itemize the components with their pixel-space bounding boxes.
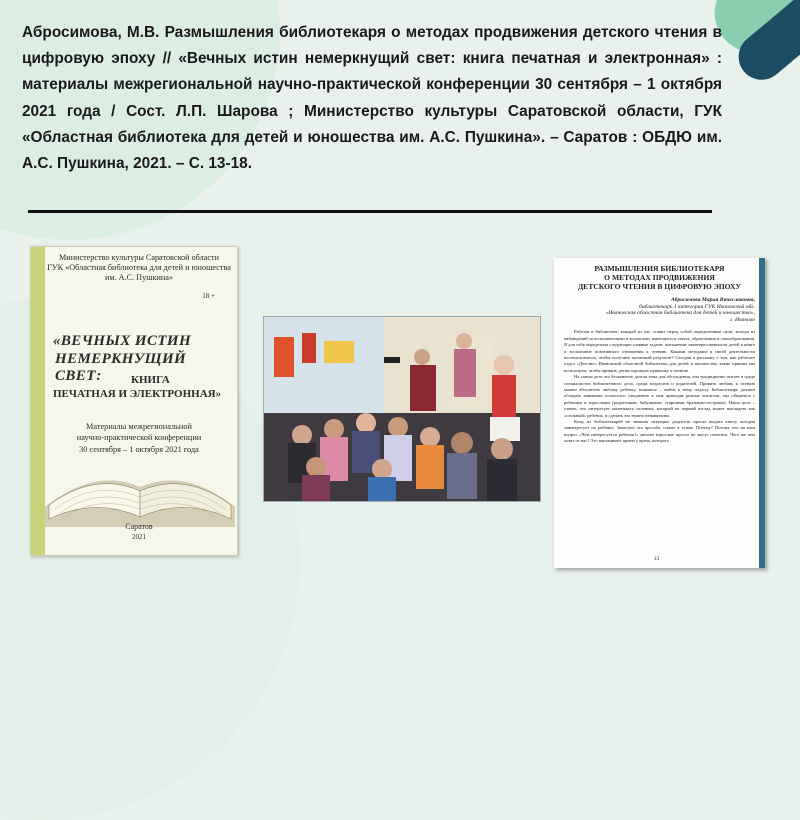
cover-age-rating: 18 + [202,292,215,300]
author-city: г. Иваново [730,316,755,323]
cover-subtitle-line-1: Материалы межрегиональной [86,422,192,431]
cover-title-line-4: ПЕЧАТНАЯ И ЭЛЕКТРОННАЯ» [53,388,222,400]
divider-line [28,210,712,213]
article-body [564,329,755,444]
article-page-image [554,258,765,568]
cover-city: Саратов [125,522,153,531]
cover-year: 2021 [132,533,146,541]
author-organization: «Ивановская областная библиотека для детей и юношества», [605,310,755,317]
cover-subtitle-line-2: научно-практической конференции [76,433,202,442]
article-paragraph: Кому из библиотекарей не знакома ситуация: родители просят выдать книгу, которая заинтересует их ребенка. Зачастую эта просьба ставит в тупик. Почему? Потому что на наш вопрос «Чем интересуется ребенок?» многие взрослые просто не могут ответить. Чего же они хотят от нас? Это напоминает прием у врача, которого [564,419,755,444]
cover-title-line-1: «ВЕЧНЫХ ИСТИН [53,333,192,349]
bibliographic-citation: Абросимова, М.В. Размышления библиотекаря о методах продвижения детского чтения в цифровую эпоху // «Вечных истин немеркнущий свет: книга печатная и электронная» : материалы межрегиональной научно-практической конференции 30 сентября – 1 октября 2021 года / Сост. Л.П. Шарова ; Министерство культуры Саратовской области, ГУК «Областная библиотека для детей и юношества им. А.С. Пушкина». – Саратов : ОБДЮ им. А.С. Пушкина, 2021. – С. 13-18. [22,24,722,173]
article-paragraph: На самом деле это бесконечно долгая тема для обсуждения, она традиционно питает в среде специалистов библиотечного дела, среди педагогов и родителей. Привить любовь к чтению можно абсолютно любому ребенку, взаимное – найти к нему подход. Библиотекарь должен обладать навыками психолога: ежедневно к нам приходят разные читатели, мы общаемся с ребятами и взрослыми (родителями, бабушками, старшими братьями-сестрами). Наша цель – узнать, что интересует маленького человека, который на первый взгляд может выглядеть как «сложный» ребенок, и сделать это нужно ненавязчиво. [564,374,755,418]
cover-title-line-3: КНИГА [131,374,170,386]
article-heading: РАЗМЫШЛЕНИЯ БИБЛИОТЕКАРЯ О МЕТОДАХ ПРОДВИЖЕНИЯ ДЕТСКОГО ЧТЕНИЯ В ЦИФРОВУЮ ЭПОХУ [577,264,742,291]
page-edge [759,258,765,568]
open-book-illustration [45,447,235,527]
author-name: Абросимова Мария Вячеславовна, [671,297,755,303]
book-cover-image [30,246,238,556]
cover-dates: 30 сентября – 1 октября 2021 года [79,445,199,454]
cover-title-line-2: НЕМЕРКНУЩИЙ СВЕТ: [55,351,187,384]
cover-organization: Министерство культуры Саратовской области ГУК «Областная библиотека для детей и юношества им. А.С. Пушкина» [47,253,231,282]
children-library-event-photo [263,316,541,502]
article-author [594,297,755,323]
cover-side-strip [31,247,45,555]
author-role: библиотекарь 1 категории ГУК Ивановской обл. [639,303,755,310]
page-number: 13 [653,556,660,562]
article-paragraph: Работая в библиотеке, каждый из нас ставит перед собой определенные цели, исходя из наблюдений за пользователями и коллегами, имеющегося опыта, образования и самообразования. Я для себя определила следующие главные задачи: повышение заинтересованности детей в книге и воспитание позитивного отношения к чтению. Какими методами я своей деятельности воспользоваться, чтобы получить желаемый результат? Сегодня я расскажу о том, как работает отдел «Детство» Ивановской областной библиотеки для детей и юношества, какие приемы мы используем, чтобы привить детям хорошую привычку к чтению. [564,329,755,373]
